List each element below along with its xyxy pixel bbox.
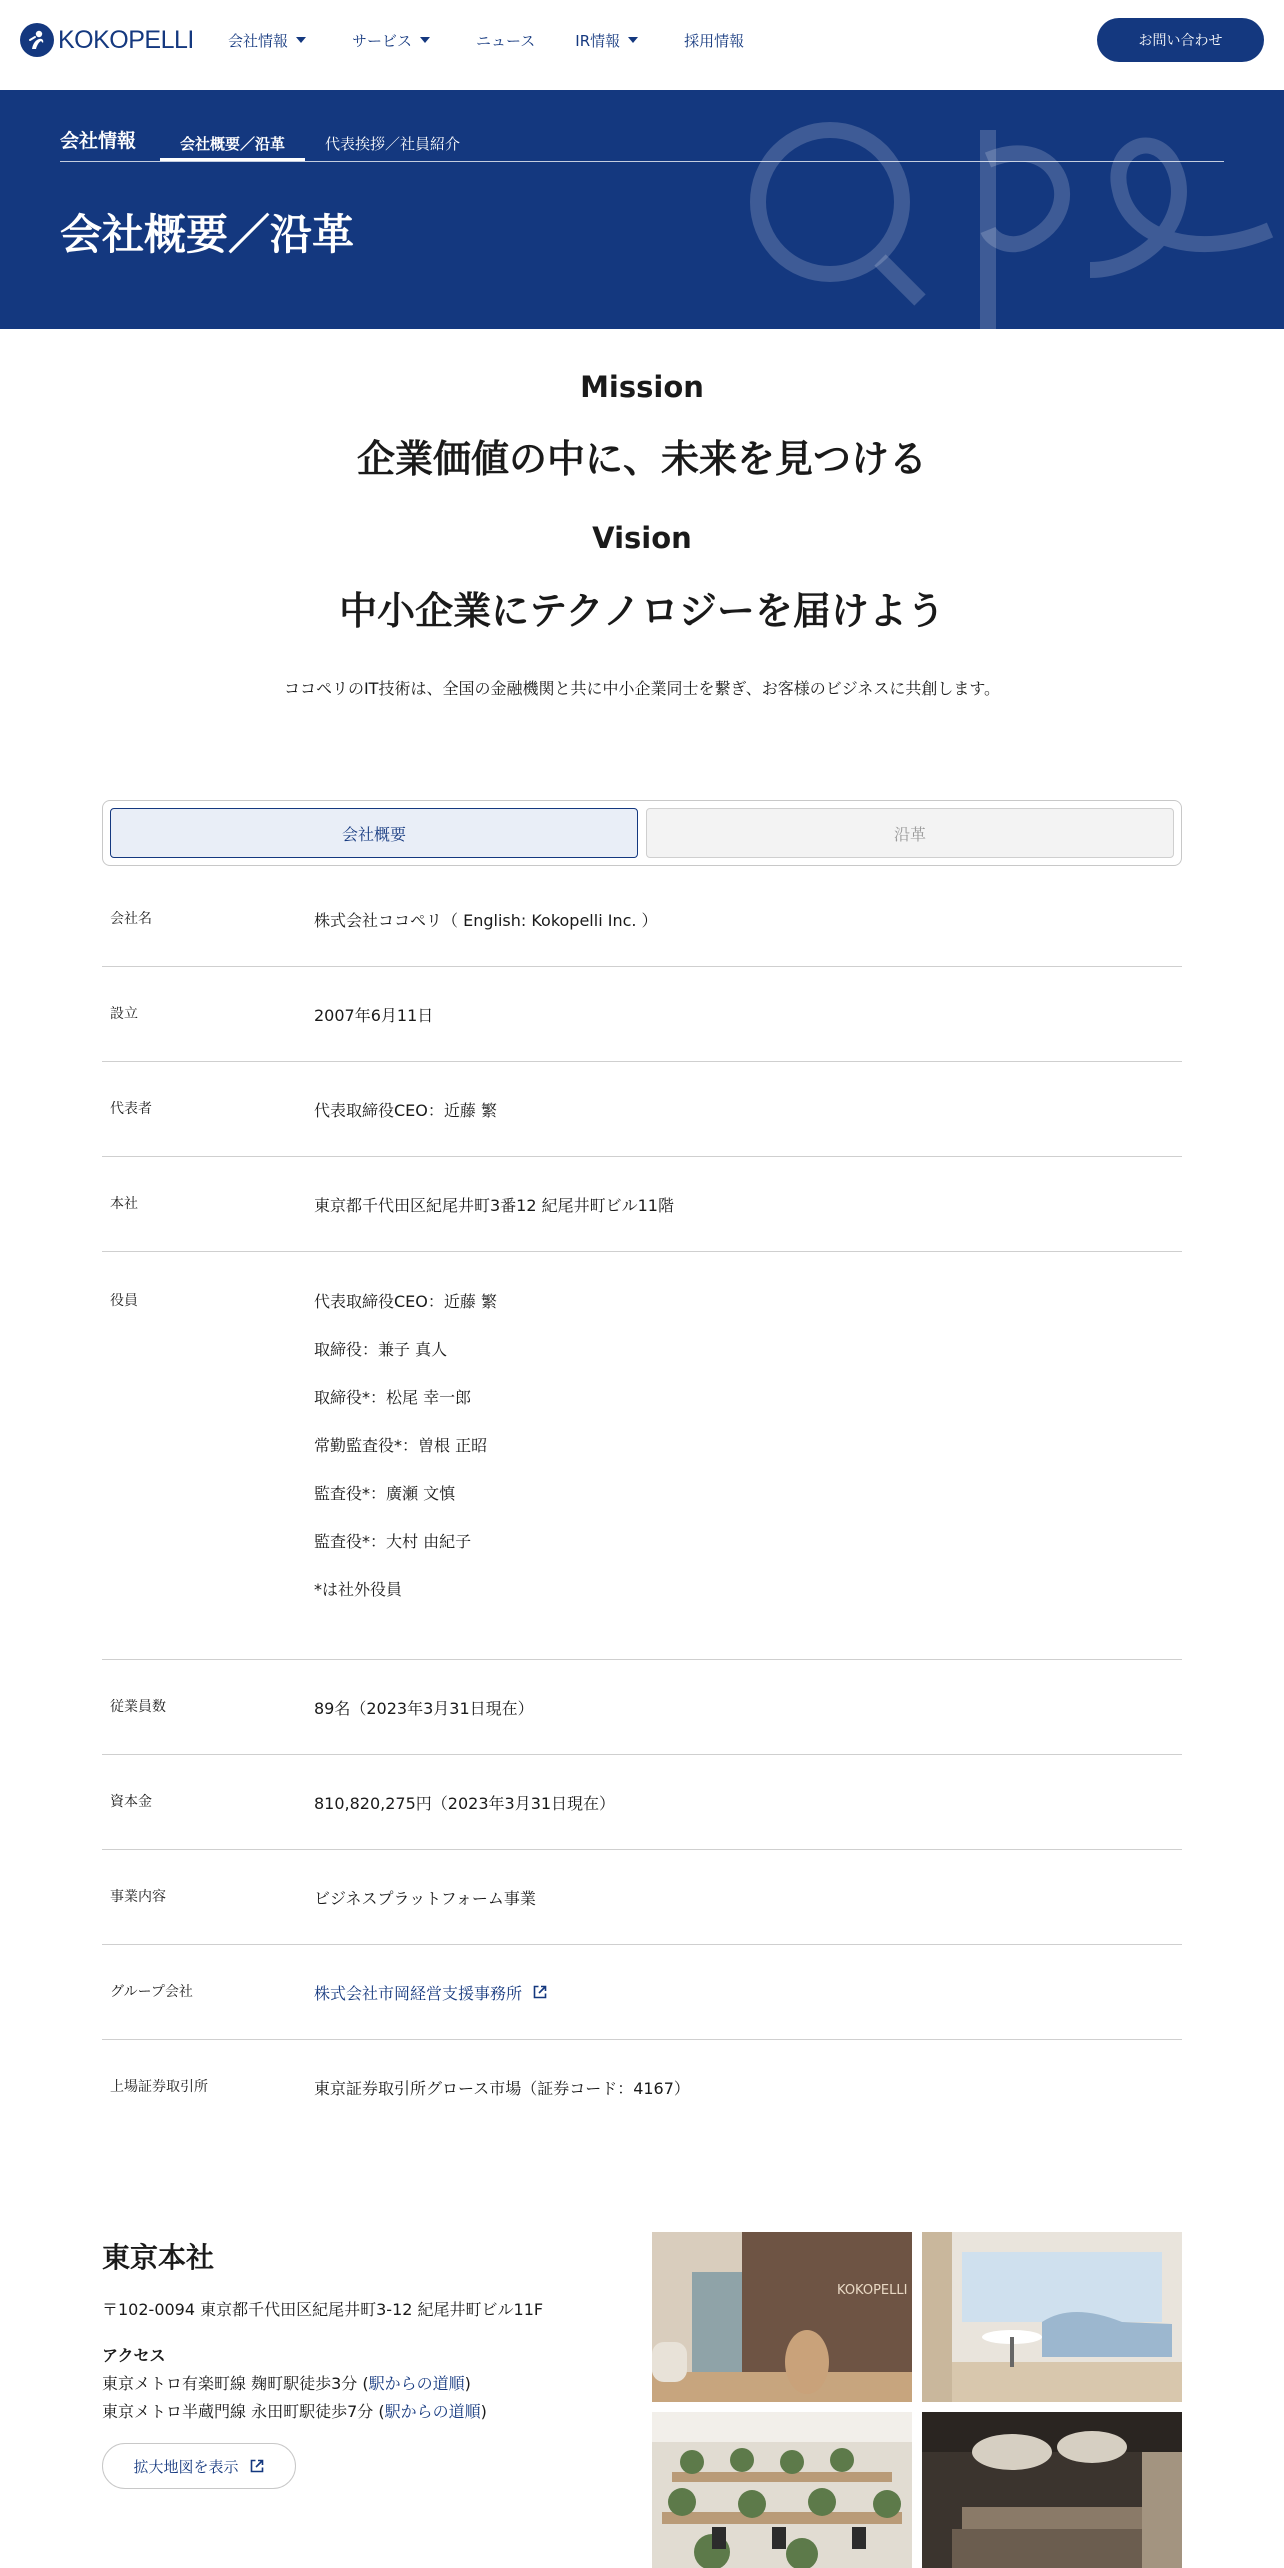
value-line: 810,820,275円（2023年3月31日現在） bbox=[314, 1793, 616, 1813]
group-company-link[interactable] bbox=[314, 1981, 548, 2004]
value-line: 株式会社ココペリ（ English: Kokopelli Inc. ） bbox=[314, 910, 658, 930]
row-value bbox=[314, 1755, 1182, 1849]
row-value bbox=[314, 967, 1182, 1061]
row-label: 代表者 bbox=[110, 1101, 152, 1117]
row-value bbox=[314, 1252, 1182, 1659]
value-line: 東京証券取引所グロース市場（証券コード：4167） bbox=[314, 2078, 690, 2098]
table-row bbox=[102, 870, 1182, 967]
value-line: 取締役：兼子 真人 bbox=[314, 1339, 448, 1359]
value-line: 監査役*：大村 由紀子 bbox=[314, 1531, 472, 1551]
hero-subnav bbox=[60, 132, 1224, 162]
row-value bbox=[314, 1945, 1182, 2039]
value-line: ビジネスプラットフォーム事業 bbox=[314, 1888, 536, 1908]
hero-banner bbox=[0, 90, 1284, 329]
nav-label: 会社情報 bbox=[228, 31, 289, 50]
row-label: 従業員数 bbox=[110, 1699, 166, 1715]
directions-link[interactable]: 駅からの道順 bbox=[384, 2402, 481, 2421]
caret-down-icon bbox=[420, 37, 430, 43]
row-value bbox=[314, 1062, 1182, 1156]
value-line: *は社外役員 bbox=[314, 1579, 403, 1599]
row-label: 上場証券取引所 bbox=[110, 2079, 208, 2095]
expand-map-button[interactable] bbox=[102, 2443, 296, 2489]
company-info-table bbox=[102, 870, 1182, 2135]
logo[interactable] bbox=[20, 22, 194, 58]
mission-label: Mission bbox=[580, 370, 704, 404]
access-line bbox=[102, 2399, 487, 2422]
subnav-tab-overview[interactable]: 会社概要／沿革 bbox=[160, 133, 305, 161]
table-row bbox=[102, 1062, 1182, 1157]
company-description: ココペリのIT技術は、全国の金融機関と共に中小企業同士を繋ぎ、お客様のビジネスに共創します。 bbox=[283, 679, 1001, 698]
value-line bbox=[314, 1968, 1182, 2016]
nav-company-info[interactable] bbox=[228, 30, 306, 50]
office-title: 東京本社 bbox=[102, 2241, 215, 2274]
row-value bbox=[314, 2040, 1182, 2135]
office-photo-lounge bbox=[922, 2232, 1182, 2402]
office-photo-dining bbox=[922, 2412, 1182, 2568]
access-suffix: ) bbox=[480, 2402, 487, 2421]
mission-statement: 企業価値の中に、未来を見つける bbox=[356, 437, 927, 481]
page-title: 会社概要／沿革 bbox=[60, 210, 355, 259]
table-row bbox=[102, 1850, 1182, 1945]
row-label: 事業内容 bbox=[110, 1889, 166, 1905]
contact-button[interactable]: お問い合わせ bbox=[1097, 18, 1264, 62]
directions-link[interactable]: 駅からの道順 bbox=[368, 2374, 465, 2393]
main-nav bbox=[228, 30, 790, 50]
row-label: 役員 bbox=[110, 1293, 138, 1309]
vision-label: Vision bbox=[592, 521, 692, 555]
row-label: 資本金 bbox=[110, 1794, 152, 1810]
access-heading: アクセス bbox=[102, 2346, 166, 2365]
table-row bbox=[102, 967, 1182, 1062]
row-label: 会社名 bbox=[110, 911, 152, 927]
vision-statement: 中小企業にテクノロジーを届けよう bbox=[339, 589, 945, 633]
subnav-tab-greeting[interactable]: 代表挨拶／社員紹介 bbox=[325, 135, 461, 153]
nav-services[interactable] bbox=[352, 30, 430, 50]
table-row bbox=[102, 1252, 1182, 1660]
value-line: 代表取締役CEO：近藤 繁 bbox=[314, 1291, 497, 1311]
nav-label: サービス bbox=[352, 31, 413, 50]
row-label: 設立 bbox=[110, 1006, 138, 1022]
nav-news[interactable] bbox=[476, 30, 535, 50]
nav-label: ニュース bbox=[476, 31, 536, 50]
table-row bbox=[102, 1157, 1182, 1252]
row-label: 本社 bbox=[110, 1196, 138, 1212]
caret-down-icon bbox=[296, 37, 306, 43]
value-line: 監査役*：廣瀬 文慎 bbox=[314, 1483, 456, 1503]
table-row bbox=[102, 2040, 1182, 2135]
nav-recruit[interactable] bbox=[684, 30, 744, 50]
access-suffix: ) bbox=[464, 2374, 471, 2393]
row-value bbox=[314, 1157, 1182, 1251]
kokopelli-logo-icon bbox=[20, 23, 54, 57]
nav-label: IR情報 bbox=[575, 31, 621, 50]
value-line: 89名（2023年3月31日現在） bbox=[314, 1698, 534, 1718]
row-value bbox=[314, 1660, 1182, 1754]
hero-decoration-graphic bbox=[730, 90, 1284, 329]
office-photo-workspace bbox=[652, 2412, 912, 2568]
site-header bbox=[0, 0, 1284, 90]
value-line: 東京都千代田区紀尾井町3番12 紀尾井町ビル11階 bbox=[314, 1195, 674, 1215]
content-tabs bbox=[102, 800, 1182, 866]
office-photo-entrance bbox=[652, 2232, 912, 2402]
value-line: 代表取締役CEO：近藤 繁 bbox=[314, 1100, 497, 1120]
table-row bbox=[102, 1945, 1182, 2040]
tab-history[interactable]: 沿革 bbox=[646, 808, 1174, 858]
map-button-label: 拡大地図を表示 bbox=[133, 2457, 239, 2476]
external-link-icon bbox=[249, 2458, 265, 2474]
row-label: グループ会社 bbox=[110, 1984, 193, 2000]
table-row bbox=[102, 1755, 1182, 1850]
group-company-link-text: 株式会社市岡経営支援事務所 bbox=[314, 1983, 523, 2003]
value-line: 常勤監査役*：曽根 正昭 bbox=[314, 1435, 488, 1455]
value-line: 取締役*：松尾 幸一郎 bbox=[314, 1387, 472, 1407]
access-text: 東京メトロ半蔵門線 永田町駅徒歩7分 ( bbox=[102, 2402, 385, 2421]
external-link-icon bbox=[532, 1984, 548, 2000]
logo-text: KOKOPELLI bbox=[58, 25, 194, 54]
photo-sign-text: KOKOPELLI bbox=[837, 2283, 908, 2298]
office-address: 〒102-0094 東京都千代田区紀尾井町3-12 紀尾井町ビル11F bbox=[102, 2300, 544, 2319]
value-line: 2007年6月11日 bbox=[314, 1005, 434, 1025]
access-text: 東京メトロ有楽町線 麹町駅徒歩3分 ( bbox=[102, 2374, 369, 2393]
row-value bbox=[314, 870, 1182, 966]
table-row bbox=[102, 1660, 1182, 1755]
access-line bbox=[102, 2371, 471, 2394]
caret-down-icon bbox=[628, 37, 638, 43]
nav-ir[interactable] bbox=[575, 30, 638, 50]
row-value bbox=[314, 1850, 1182, 1944]
nav-label: 採用情報 bbox=[684, 31, 745, 50]
hero-section-label: 会社情報 bbox=[60, 130, 137, 152]
tab-company-overview[interactable]: 会社概要 bbox=[110, 808, 638, 858]
